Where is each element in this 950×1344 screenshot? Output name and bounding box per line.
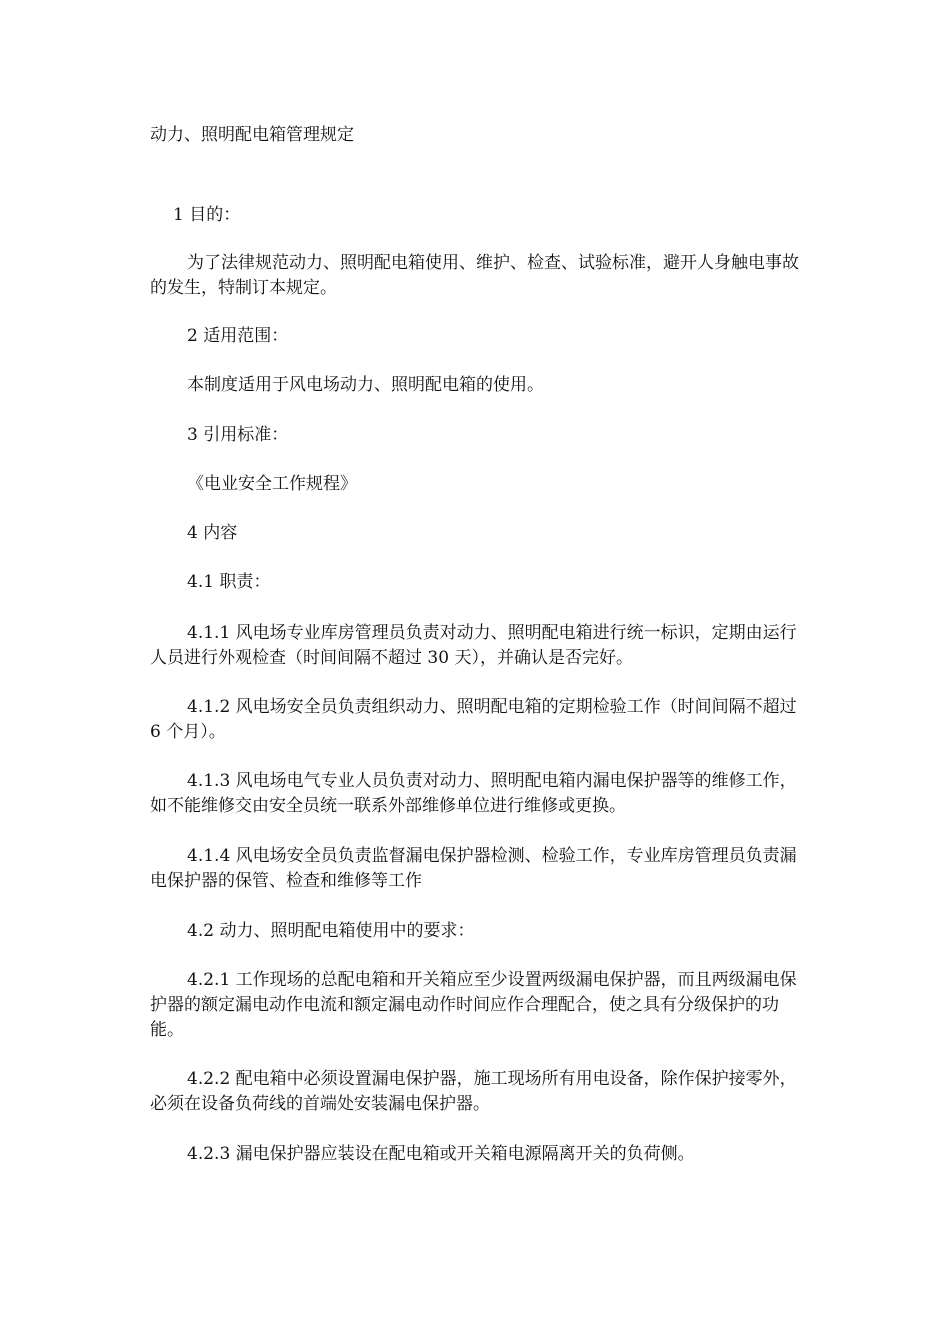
section-1-body: 为了法律规范动力、照明配电箱使用、维护、检查、试验标准，避开人身触电事故的发生，特制订本规定。 — [150, 253, 799, 298]
section-4-1-1: 4.1.1 风电场专业库房管理员负责对动力、照明配电箱进行统一标识，定期由运行人员进行外观检查（时间间隔不超过 30 天），并确认是否完好。 — [150, 623, 797, 668]
section-4-1-4: 4.1.4 风电场安全员负责监督漏电保护器检测、检验工作，专业库房管理员负责漏电保护器的保管、检查和维修等工作 — [150, 846, 797, 891]
section-4-2-3: 4.2.3 漏电保护器应装设在配电箱或开关箱电源隔离开关的负荷侧。 — [187, 1144, 695, 1164]
section-2-body: 本制度适用于风电场动力、照明配电箱的使用。 — [187, 375, 544, 395]
document-title: 动力、照明配电箱管理规定 — [150, 125, 354, 145]
section-4-1-3: 4.1.3 风电场电气专业人员负责对动力、照明配电箱内漏电保护器等的维修工作，如不能维修交由安全员统一联系外部维修单位进行维修或更换。 — [150, 771, 797, 816]
section-2-heading: 2 适用范围： — [187, 326, 289, 346]
section-1-heading: 1 目的： — [173, 205, 241, 225]
section-4-2-heading: 4.2 动力、照明配电箱使用中的要求： — [187, 921, 475, 941]
section-3-body: 《电业安全工作规程》 — [187, 474, 357, 494]
section-4-1-2: 4.1.2 风电场安全员负责组织动力、照明配电箱的定期检验工作（时间间隔不超过 6 个月）。 — [150, 697, 797, 742]
section-4-2-1: 4.2.1 工作现场的总配电箱和开关箱应至少设置两级漏电保护器，而且两级漏电保护器的额定漏电动作电流和额定漏电动作时间应作合理配合，使之具有分级保护的功能。 — [150, 970, 797, 1040]
section-3-heading: 3 引用标准： — [187, 425, 289, 445]
section-4-1-heading: 4.1 职责： — [187, 572, 271, 592]
section-4-2-2: 4.2.2 配电箱中必须设置漏电保护器，施工现场所有用电设备，除作保护接零外，必须在设备负荷线的首端处安装漏电保护器。 — [150, 1069, 797, 1114]
section-4-heading: 4 内容 — [187, 523, 238, 543]
